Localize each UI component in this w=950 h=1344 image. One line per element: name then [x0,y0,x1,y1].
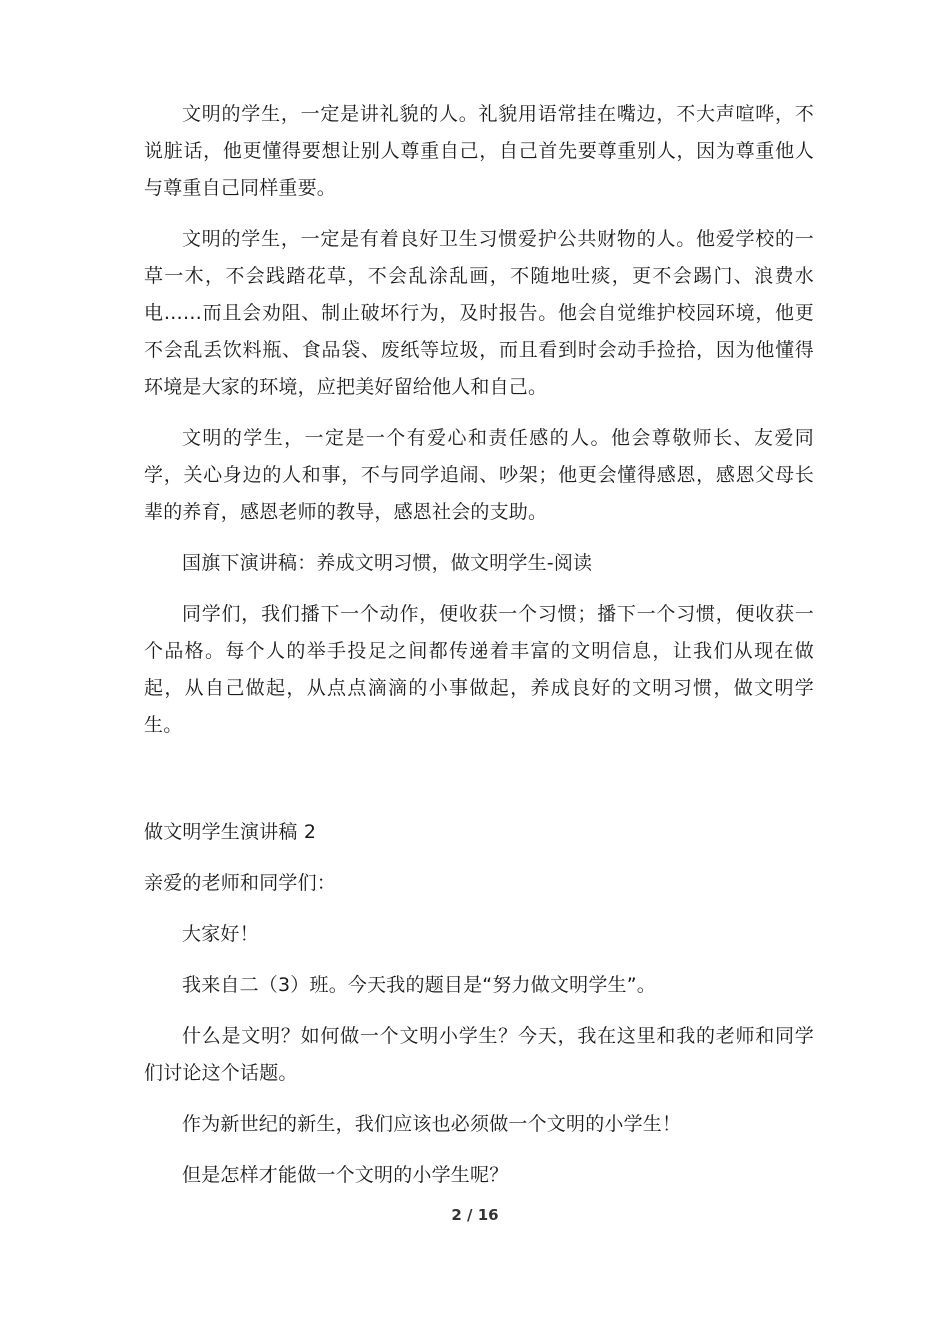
speech-line: 大家好！ [182,923,259,945]
section-title: 做文明学生演讲稿 2 [144,821,317,843]
paragraph-closing: 同学们，我们播下一个动作，便收获一个习惯；播下一个习惯，便收获一个品格。每个人的举手投足之间都传递着丰富的文明信息，让我们从现在做起，从自己做起，从点点滴滴的小事做起，养成良好的文明习惯，做文明学生。 [144,603,814,736]
greeting: 亲爱的老师和同学们： [144,872,337,894]
speech-line: 我来自二（3）班。今天我的题目是“努力做文明学生”。 [182,974,656,996]
paragraph-hygiene: 文明的学生，一定是有着良好卫生习惯爱护公共财物的人。他爱学校的一草一木，不会践踏花草，不会乱涂乱画，不随地吐痰，更不会踢门、浪费水电……而且会劝阻、制止破坏行为，及时报告。他会自觉维护校园环境，他更不会乱丢饮料瓶、食品袋、废纸等垃圾，而且看到时会动手捡拾，因为他懂得环境是大家的环境，应把美好留给他人和自己。 [144,228,814,398]
speech-line: 作为新世纪的新生，我们应该也必须做一个文明的小学生！ [182,1113,682,1135]
speech-line: 什么是文明？如何做一个文明小学生？今天，我在这里和我的老师和同学们讨论这个话题。 [144,1025,814,1084]
page-number: 2 / 16 [451,1206,499,1224]
document-body [144,96,814,1208]
paragraph-politeness: 文明的学生，一定是讲礼貌的人。礼貌用语常挂在嘴边，不大声喧哗，不说脏话，他更懂得要想让别人尊重自己，自己首先要尊重别人，因为尊重他人与尊重自己同样重要。 [144,103,814,199]
paragraph-responsibility: 文明的学生，一定是一个有爱心和责任感的人。他会尊敬师长、友爱同学，关心身边的人和事，不与同学追闹、吵架；他更会懂得感恩，感恩父母长辈的养育，感恩老师的教导，感恩社会的支助。 [144,427,814,523]
speech-line: 但是怎样才能做一个文明的小学生呢？ [182,1164,509,1186]
paragraph-speech-heading: 国旗下演讲稿：养成文明习惯，做文明学生-阅读 [182,552,593,574]
